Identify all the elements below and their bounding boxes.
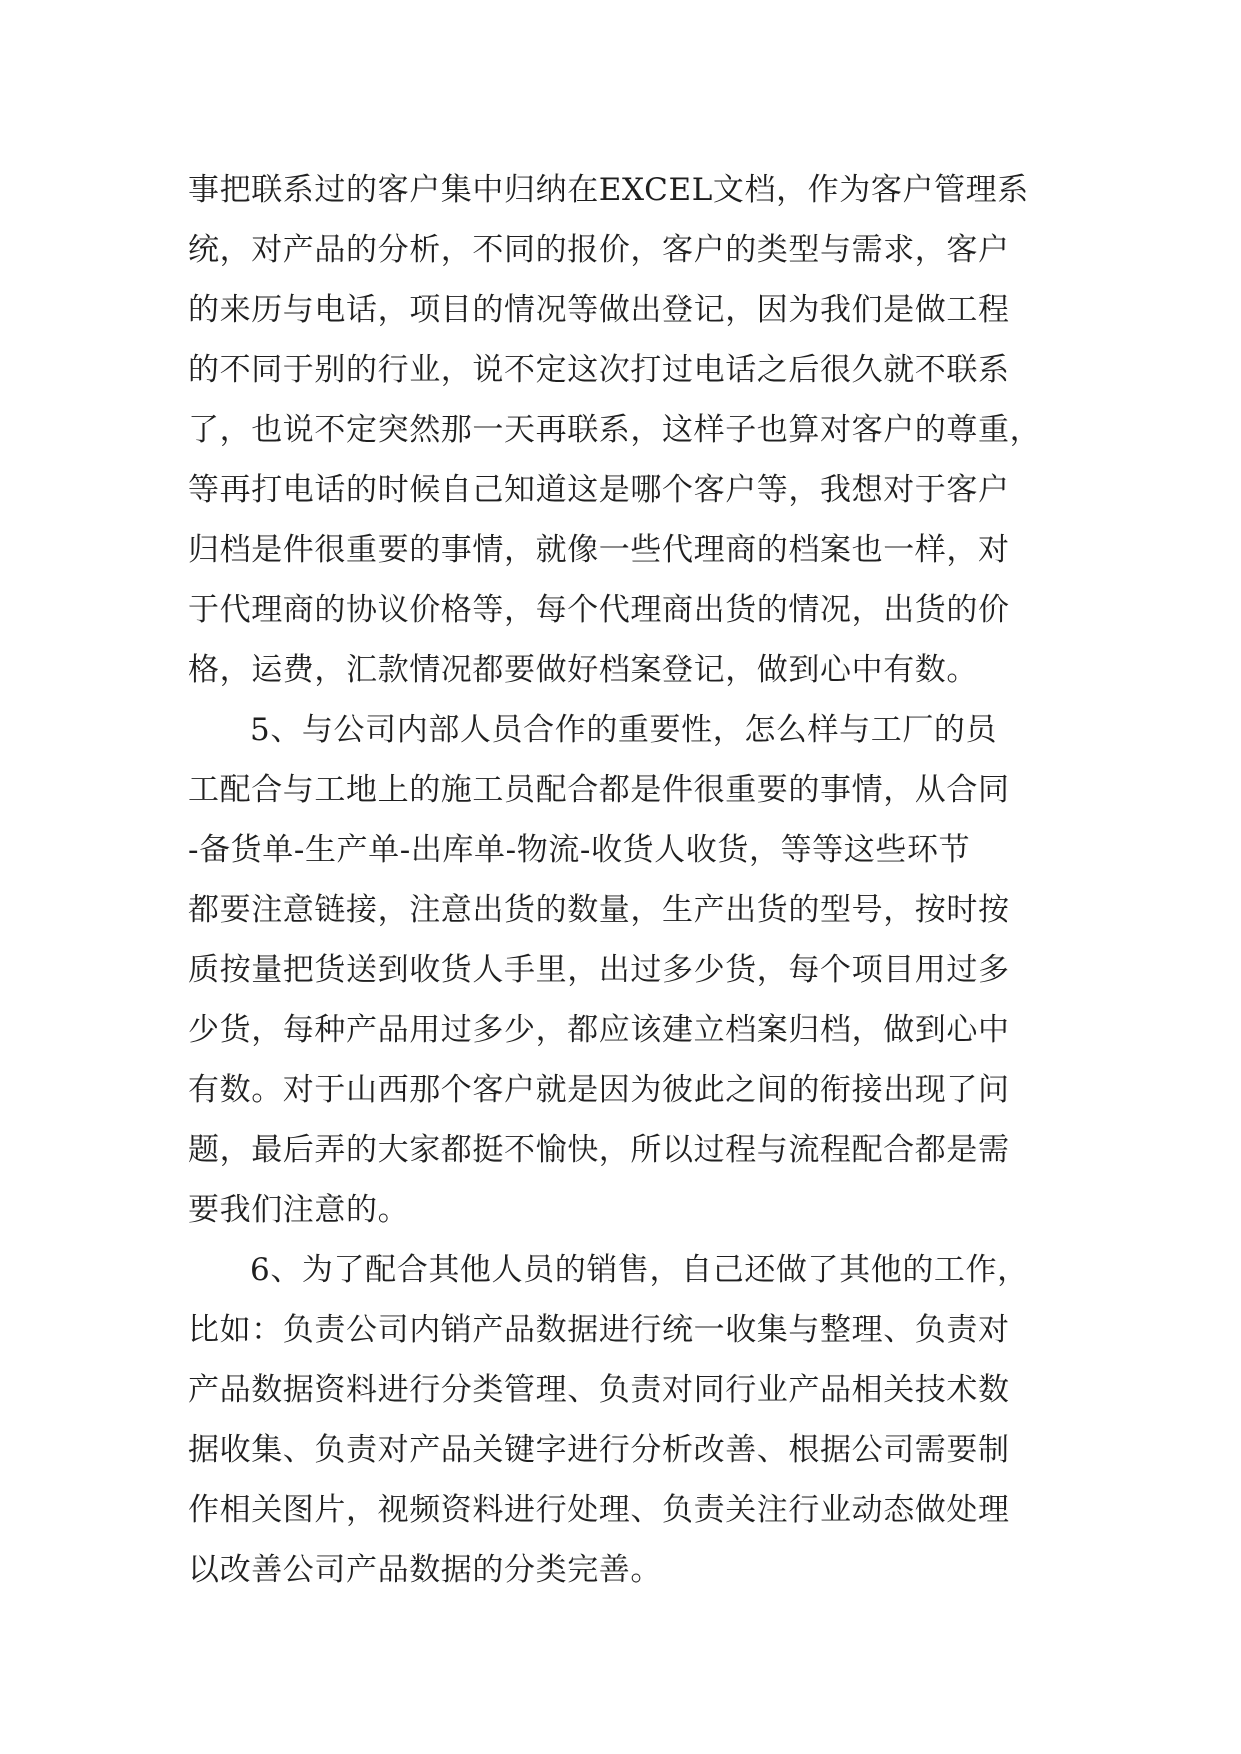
text-line: 于代理商的协议价格等，每个代理商出货的情况，出货的价 [188, 592, 1010, 628]
text-line: 有数。对于山西那个客户就是因为彼此之间的衔接出现了问 [188, 1072, 1010, 1108]
text-line: 据收集、负责对产品关键字进行分析改善、根据公司需要制 [188, 1432, 1010, 1468]
text-line: 少货，每种产品用过多少，都应该建立档案归档，做到心中 [188, 1012, 1010, 1048]
text-line: 归档是件很重要的事情，就像一些代理商的档案也一样，对 [188, 532, 1010, 568]
text-line: 产品数据资料进行分类管理、负责对同行业产品相关技术数 [188, 1372, 1010, 1408]
text-line: 比如：负责公司内销产品数据进行统一收集与整理、负责对 [188, 1312, 1010, 1348]
text-line: 统，对产品的分析，不同的报价，客户的类型与需求，客户 [188, 232, 1010, 268]
text-line: 都要注意链接，注意出货的数量，生产出货的型号，按时按 [188, 892, 1010, 928]
text-line: -备货单-生产单-出库单-物流-收货人收货，等等这些环节 [188, 832, 971, 868]
text-line: 工配合与工地上的施工员配合都是件很重要的事情，从合同 [188, 772, 1010, 808]
text-line: 事把联系过的客户集中归纳在EXCEL文档，作为客户管理系 [188, 172, 1029, 208]
text-line: 题，最后弄的大家都挺不愉快，所以过程与流程配合都是需 [188, 1132, 1010, 1168]
text-line: 了，也说不定突然那一天再联系，这样子也算对客户的尊重， [188, 412, 1042, 448]
text-line: 作相关图片，视频资料进行处理、负责关注行业动态做处理 [188, 1492, 1010, 1528]
text-line: 等再打电话的时候自己知道这是哪个客户等，我想对于客户 [188, 472, 1010, 508]
text-line: 以改善公司产品数据的分类完善。 [188, 1552, 662, 1588]
text-line: 要我们注意的。 [188, 1192, 410, 1228]
document-body-text [188, 160, 1068, 1600]
paragraph-6-first-line: 6、为了配合其他人员的销售，自己还做了其他的工作， [250, 1252, 1029, 1288]
text-line: 格，运费，汇款情况都要做好档案登记，做到心中有数。 [188, 652, 978, 688]
text-line: 质按量把货送到收货人手里，出过多少货，每个项目用过多 [188, 952, 1010, 988]
text-line: 的不同于别的行业，说不定这次打过电话之后很久就不联系 [188, 352, 1010, 388]
text-line: 的来历与电话，项目的情况等做出登记，因为我们是做工程 [188, 292, 1010, 328]
paragraph-5-first-line: 5、与公司内部人员合作的重要性，怎么样与工厂的员 [250, 712, 998, 748]
